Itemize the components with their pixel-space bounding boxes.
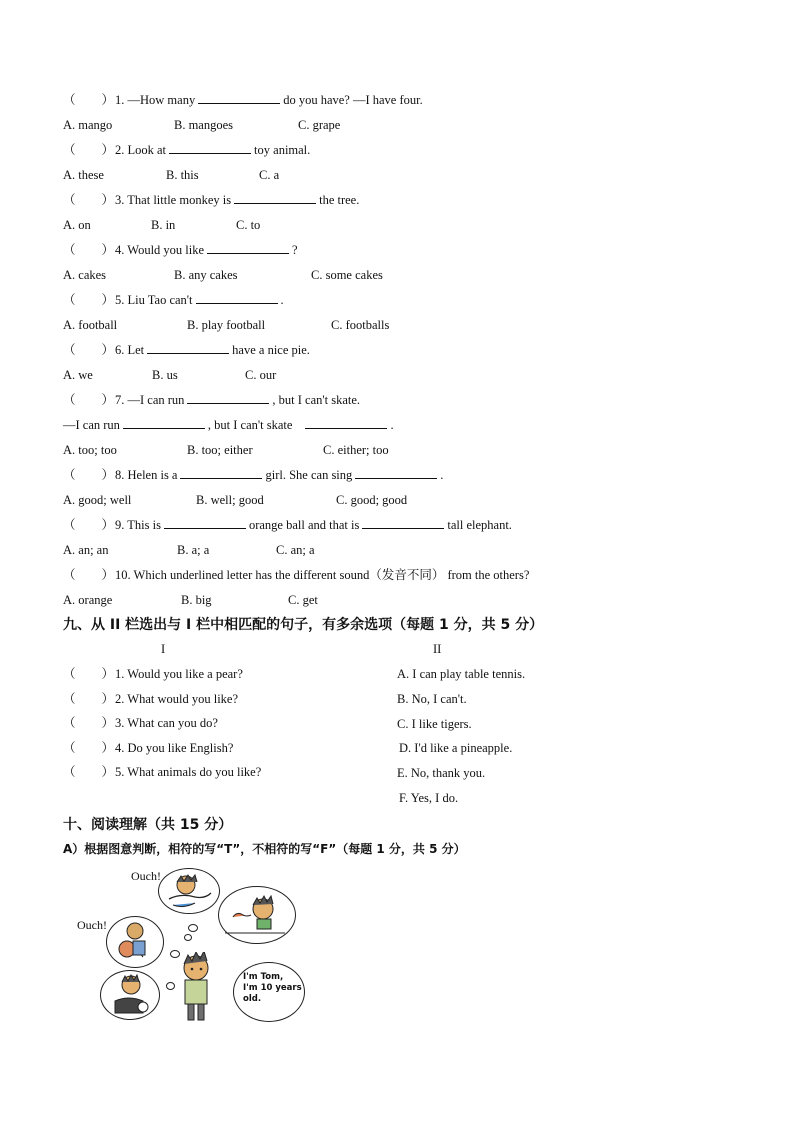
answer-parentheses[interactable]: [63, 342, 115, 358]
answer-blank[interactable]: [234, 192, 316, 204]
paren-open: （: [63, 691, 76, 706]
thought-bubble-ball: [106, 916, 164, 968]
thought-bubble-skating: [218, 886, 296, 944]
question-4: [63, 242, 298, 258]
reading-picture: [70, 866, 310, 1026]
question-number: 9.: [115, 518, 125, 532]
answer-blank[interactable]: [198, 92, 280, 104]
paren-open: （: [63, 740, 76, 755]
paren-open: （: [63, 243, 76, 257]
answer-parentheses[interactable]: [63, 715, 115, 731]
speech-text: [243, 972, 302, 1005]
option-c[interactable]: C. either; too: [323, 443, 389, 457]
boy-fallen-icon: [101, 971, 159, 1019]
matching-right-option[interactable]: B. No, I can't.: [397, 691, 467, 706]
paren-close: ）: [101, 740, 115, 755]
question-text-before: That little monkey is: [127, 193, 232, 207]
question-text-after: the tree.: [319, 193, 360, 207]
paren-open: （: [63, 143, 76, 157]
option-b[interactable]: B. well; good: [196, 493, 264, 507]
question-6: [63, 342, 310, 358]
matching-left-item: [63, 666, 243, 682]
question-8: [63, 467, 443, 483]
paren-close: ）: [101, 143, 115, 157]
paren-open: （: [63, 667, 76, 681]
question-text-after: tall elephant.: [447, 518, 512, 532]
question-10: [63, 567, 529, 583]
option-a[interactable]: A. orange: [63, 593, 113, 607]
section-nine-title: 九、从 II 栏选出与 I 栏中相匹配的句子，有多余选项（每题 1 分，共 5 分）: [63, 617, 544, 633]
matching-left-item: [63, 740, 233, 756]
answer-blank[interactable]: [123, 417, 205, 429]
question-number: 2.: [115, 143, 125, 157]
paren-close: ）: [101, 765, 115, 779]
answer-parentheses[interactable]: [63, 92, 115, 108]
answer-parentheses[interactable]: [63, 392, 115, 408]
question-number: 6.: [115, 343, 125, 357]
paren-close: ）: [101, 243, 115, 257]
question-number: 1.: [115, 93, 125, 107]
thought-bubble-fallen: [100, 970, 160, 1020]
option-c[interactable]: C. grape: [298, 118, 341, 132]
matching-left-item: [63, 764, 261, 780]
question-text-before: Would you like: [127, 243, 205, 257]
question-number: 3.: [115, 193, 125, 207]
question-text: Which underlined letter has the different sound（发音不同） from the others?: [133, 568, 530, 582]
matching-right-option[interactable]: E. No, thank you.: [397, 766, 486, 781]
paren-open: （: [63, 93, 76, 107]
boy-swimming-icon: [159, 869, 219, 913]
answer-blank[interactable]: [147, 342, 229, 354]
matching-right-option[interactable]: D. I'd like a pineapple.: [399, 741, 513, 756]
question-text-before: Look at: [127, 143, 167, 157]
question-text-after: do you have? —I have four.: [283, 93, 423, 107]
answer-blank[interactable]: [207, 242, 289, 254]
option-b[interactable]: B. a; a: [177, 543, 210, 557]
paren-close: ）: [101, 667, 115, 681]
option-b[interactable]: B. any cakes: [174, 268, 238, 282]
option-b[interactable]: B. in: [151, 218, 176, 232]
option-c[interactable]: C. to: [236, 218, 261, 232]
matching-left-text: 1. Would you like a pear?: [115, 667, 243, 681]
option-b[interactable]: B. us: [152, 368, 178, 382]
answer-blank[interactable]: [169, 142, 251, 154]
question-number: 7.: [115, 393, 125, 407]
option-b[interactable]: B. this: [166, 168, 199, 182]
paren-open: （: [63, 293, 76, 307]
column-two-header: II: [433, 642, 442, 656]
question-7: [63, 392, 360, 408]
paren-open: （: [63, 393, 76, 407]
question-7-second-line: [63, 417, 394, 433]
answer-blank[interactable]: [305, 417, 387, 429]
question-3: [63, 192, 359, 208]
question-2: [63, 142, 310, 158]
paren-close: ）: [101, 293, 115, 307]
question-9: [63, 517, 512, 533]
question-text-before: —How many: [127, 93, 196, 107]
question-text-before: —I can run: [63, 418, 120, 432]
question-text-before: Let: [127, 343, 145, 357]
question-text-middle: girl. She can sing: [265, 468, 353, 482]
question-text-after: toy animal.: [254, 143, 311, 157]
answer-blank[interactable]: [362, 517, 444, 529]
column-one-header: I: [161, 642, 166, 656]
answer-blank[interactable]: [180, 467, 262, 479]
section-ten-title: 十、阅读理解（共 15 分）: [63, 817, 233, 833]
boy-ball-icon: [107, 917, 163, 967]
question-text-after: ?: [292, 243, 298, 257]
question-text-before: Liu Tao can't: [127, 293, 193, 307]
paren-close: ）: [101, 691, 115, 706]
question-text-before: This is: [127, 518, 161, 532]
paren-close: ）: [101, 193, 115, 207]
paren-close: ）: [101, 568, 115, 582]
option-c[interactable]: C. get: [288, 593, 318, 607]
part-a-instructions: A）根据图意判断，相符的写“T”，不相符的写“F”（每题 1 分，共 5 分）: [63, 842, 466, 856]
matching-left-text: 5. What animals do you like?: [115, 765, 262, 779]
option-c[interactable]: C. our: [245, 368, 277, 382]
thought-bubble-swimming: [158, 868, 220, 914]
matching-right-option[interactable]: C. I like tigers.: [397, 716, 472, 731]
option-a[interactable]: A. football: [63, 318, 118, 332]
option-c[interactable]: C. footballs: [331, 318, 390, 332]
option-a[interactable]: A. an; an: [63, 543, 109, 557]
paren-close: ）: [101, 518, 115, 532]
matching-left-text: 3. What can you do?: [115, 716, 218, 730]
paren-close: ）: [101, 468, 115, 482]
answer-parentheses[interactable]: [63, 764, 115, 780]
paren-close: ）: [101, 393, 115, 407]
matching-left-text: 4. Do you like English?: [115, 740, 234, 755]
speech-line-1: I'm Tom,: [243, 972, 284, 982]
answer-parentheses[interactable]: [63, 517, 115, 533]
question-number: 5.: [115, 293, 125, 307]
option-b[interactable]: B. too; either: [187, 443, 253, 457]
paren-open: （: [63, 568, 76, 582]
question-text-after: have a nice pie.: [232, 343, 310, 357]
question-text-after: , but I can't skate.: [272, 393, 361, 407]
answer-blank[interactable]: [355, 467, 437, 479]
answer-parentheses[interactable]: [63, 567, 115, 583]
answer-parentheses[interactable]: [63, 292, 115, 308]
question-number: 8.: [115, 468, 125, 482]
question-text-middle: , but I can't skate: [207, 418, 293, 432]
option-a[interactable]: A. on: [63, 218, 91, 232]
option-b[interactable]: B. mangoes: [174, 118, 234, 132]
question-text-before: —I can run: [127, 393, 185, 407]
answer-parentheses[interactable]: [63, 666, 115, 682]
speech-line-3: old.: [243, 994, 262, 1004]
answer-blank[interactable]: [164, 517, 246, 529]
matching-left-item: [63, 691, 238, 707]
answer-blank[interactable]: [196, 292, 278, 304]
paren-open: （: [63, 518, 76, 532]
question-text-before: Helen is a: [127, 468, 178, 482]
option-a[interactable]: A. we: [63, 368, 93, 382]
paren-close: ）: [101, 343, 115, 357]
option-a[interactable]: A. mango: [63, 118, 113, 132]
matching-left-item: [63, 715, 218, 731]
thought-dot: [184, 934, 192, 941]
matching-left-text: 2. What would you like?: [115, 691, 239, 706]
option-c[interactable]: C. an; a: [276, 543, 315, 557]
question-number: 4.: [115, 243, 125, 257]
question-text-after: .: [390, 418, 394, 432]
paren-open: （: [63, 193, 76, 207]
question-text-after: .: [440, 468, 444, 482]
paren-close: ）: [101, 93, 115, 107]
question-number: 10.: [115, 568, 131, 582]
speech-line-2: I'm 10 years: [243, 983, 302, 993]
answer-parentheses[interactable]: [63, 192, 115, 208]
option-b[interactable]: B. big: [181, 593, 212, 607]
answer-parentheses[interactable]: [63, 242, 115, 258]
option-c[interactable]: C. some cakes: [311, 268, 383, 282]
question-text-after: .: [280, 293, 284, 307]
ouch-label-top: Ouch!: [131, 869, 161, 883]
paren-open: （: [63, 765, 76, 779]
option-c[interactable]: C. a: [259, 168, 280, 182]
option-a[interactable]: A. too; too: [63, 443, 117, 457]
answer-parentheses[interactable]: [63, 467, 115, 483]
answer-blank[interactable]: [187, 392, 269, 404]
matching-right-option[interactable]: F. Yes, I do.: [399, 791, 459, 805]
paren-close: ）: [101, 716, 115, 730]
option-c[interactable]: C. good; good: [336, 493, 408, 507]
ouch-label-left: Ouch!: [77, 918, 107, 932]
option-a[interactable]: A. cakes: [63, 268, 107, 282]
paren-open: （: [63, 343, 76, 357]
boy-skating-icon: [219, 887, 295, 943]
answer-parentheses[interactable]: [63, 740, 115, 756]
answer-parentheses[interactable]: [63, 691, 115, 707]
paren-open: （: [63, 468, 76, 482]
question-text-middle: orange ball and that is: [248, 518, 360, 532]
boy-tom-icon: [174, 952, 218, 1024]
matching-right-option[interactable]: A. I can play table tennis.: [397, 667, 526, 681]
thought-dot: [188, 924, 198, 932]
paren-open: （: [63, 716, 76, 730]
option-a[interactable]: A. these: [63, 168, 104, 182]
question-1: [63, 92, 423, 108]
answer-parentheses[interactable]: [63, 142, 115, 158]
option-a[interactable]: A. good; well: [63, 493, 132, 507]
question-5: [63, 292, 284, 308]
option-b[interactable]: B. play football: [187, 318, 266, 332]
